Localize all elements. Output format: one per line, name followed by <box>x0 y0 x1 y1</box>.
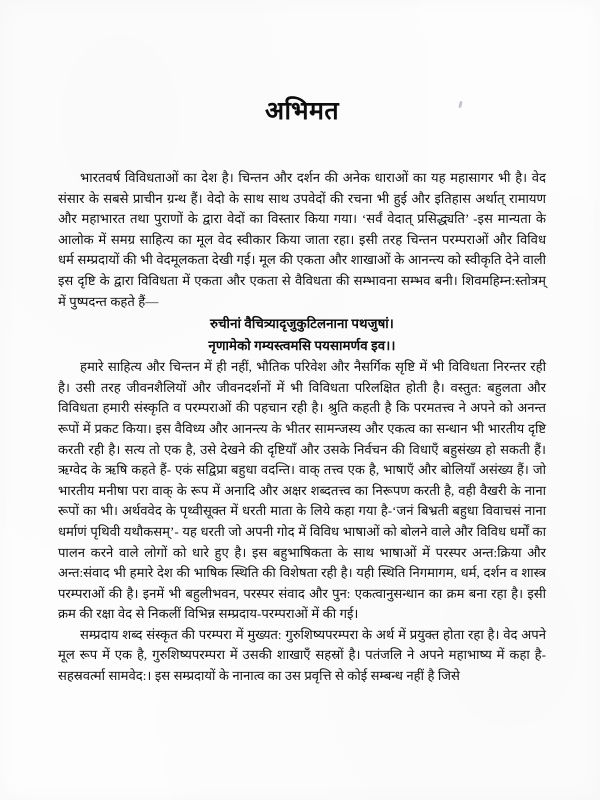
page-title: अभिमत <box>265 98 339 125</box>
sanskrit-verse-block <box>58 313 546 356</box>
body-text-block <box>58 168 546 687</box>
verse-line-1: रुचीनां वैचित्र्यादृजुकुटिलनाना पथजुषां। <box>210 316 394 332</box>
paragraph-1: भारतवर्ष विविधताओं का देश है। चिन्तन और दर्शन की अनेक धाराओं का यह महासागर भी है। वेद संसार के सबसे प्राचीन ग्रन्थ हैं। वेदो के साथ साथ उपवेदों की रचना भी हुई और इतिहास अर्थात् रामायण और महाभारत तथा पुराणों के द्वारा वेदों का विस्तार किया गया। ‘सर्वं वेदात् प्रसिद्ध्यति’ -इस मान्यता के आलोक में समग्र साहित्य का मूल वेद स्वीकार किया जाता रहा। इसी तरह चिन्तन परम्पराओं और विविध धर्म सम्प्रदायों की भी वेदमूलकता देखी गई। मूल की एकता और शाखाओं के आनन्त्य को स्वीकृति देने वाली इस दृष्टि के द्वारा विविधता में एकता और एकता से वैविधता की सम्भावना सम्भव बनी। शिवमहिम्न:स्तोत्रम् में पुष्पदन्त कहते हैं— <box>58 170 546 309</box>
paragraph-2: हमारे साहित्य और चिन्तन में ही नहीं, भौतिक परिवेश और नैसर्गिक सृष्टि में भी विविधता निरन्तर रही है। उसी तरह जीवनशैलियों और जीवनदर्शनों में भी विविधता परिलक्षित होती है। वस्तुत: बहुलता और विविधता हमारी संस्कृति व परम्पराओं की पहचान रही है। श्रुति कहती है कि परमतत्त्व ने अपने को अनन्त रूपों में प्रकट किया। इस वैविध्य और आनन्त्य के भीतर सामन्जस्य और एकत्व का सन्धान भी भारतीय दृष्टि करती रही है। सत्य तो एक है, उसे देखने की दृष्टियाँ और उसके निर्वचन की विधाएँ बहुसंख्य हो सकती हैं। ऋग्वेद के ऋषि कहते हैं- एकं सद्विप्रा बहुधा वदन्ति। वाक् तत्त्व एक है, भाषाएँ और बोलियाँ असंख्य हैं। जो भारतीय मनीषा परा वाक् के रूप में अनादि और अक्षर शब्दतत्त्व का निरूपण करती है, वही वैखरी के नाना रूपों का भी। अर्थववेद के पृथ्वीसूक्त में धरती माता के लिये कहा गया है-‘जनं बिभ्रती बहुधा विवाचसं नाना धर्माणं पृथिवी यथौकसम्’- यह धरती जो अपनी गोद में विविध भाषाओं को बोलने वाले और विविध धर्मों का पालन करने वाले लोगों को धारे हुए है। इस बहुभाषिकता के साथ भाषाओं में परस्पर अन्त:क्रिया और अन्त:संवाद भी हमारे देश की भाषिक स्थिति की विशेषता रही है। यही स्थिति निगमागम, धर्म, दर्शन व शास्त्र परम्पराओं की है। इनमें भी बहुलीभवन, परस्पर संवाद और पुन: एकत्वानुसन्धान का क्रम बना रहा है। इसी क्रम की रक्षा वेद से निकलीं विभिन्न सम्प्रदाय-परम्पराओं में की गई। <box>58 359 546 622</box>
paragraph-3: सम्प्रदाय शब्द संस्कृत की परम्परा में मुख्यत: गुरुशिष्यपरम्परा के अर्थ में प्रयुक्त होता रहा है। वेद अपने मूल रूप में एक है, गुरुशिष्यपरम्परा में उसकी शाखाएँ सहस्रों है। पतंजलि ने अपने महाभाष्य में कहा है- सहस्रवर्त्मा सामवेद:। इस सम्प्रदायों के नानात्व का उस प्रवृत्ति से कोई सम्बन्ध नहीं है जिसे <box>58 626 546 684</box>
verse-line-2: नृणामेको गम्यस्त्वमसि पयसामर्णव इव।। <box>208 337 396 353</box>
page-content-area <box>58 0 546 800</box>
